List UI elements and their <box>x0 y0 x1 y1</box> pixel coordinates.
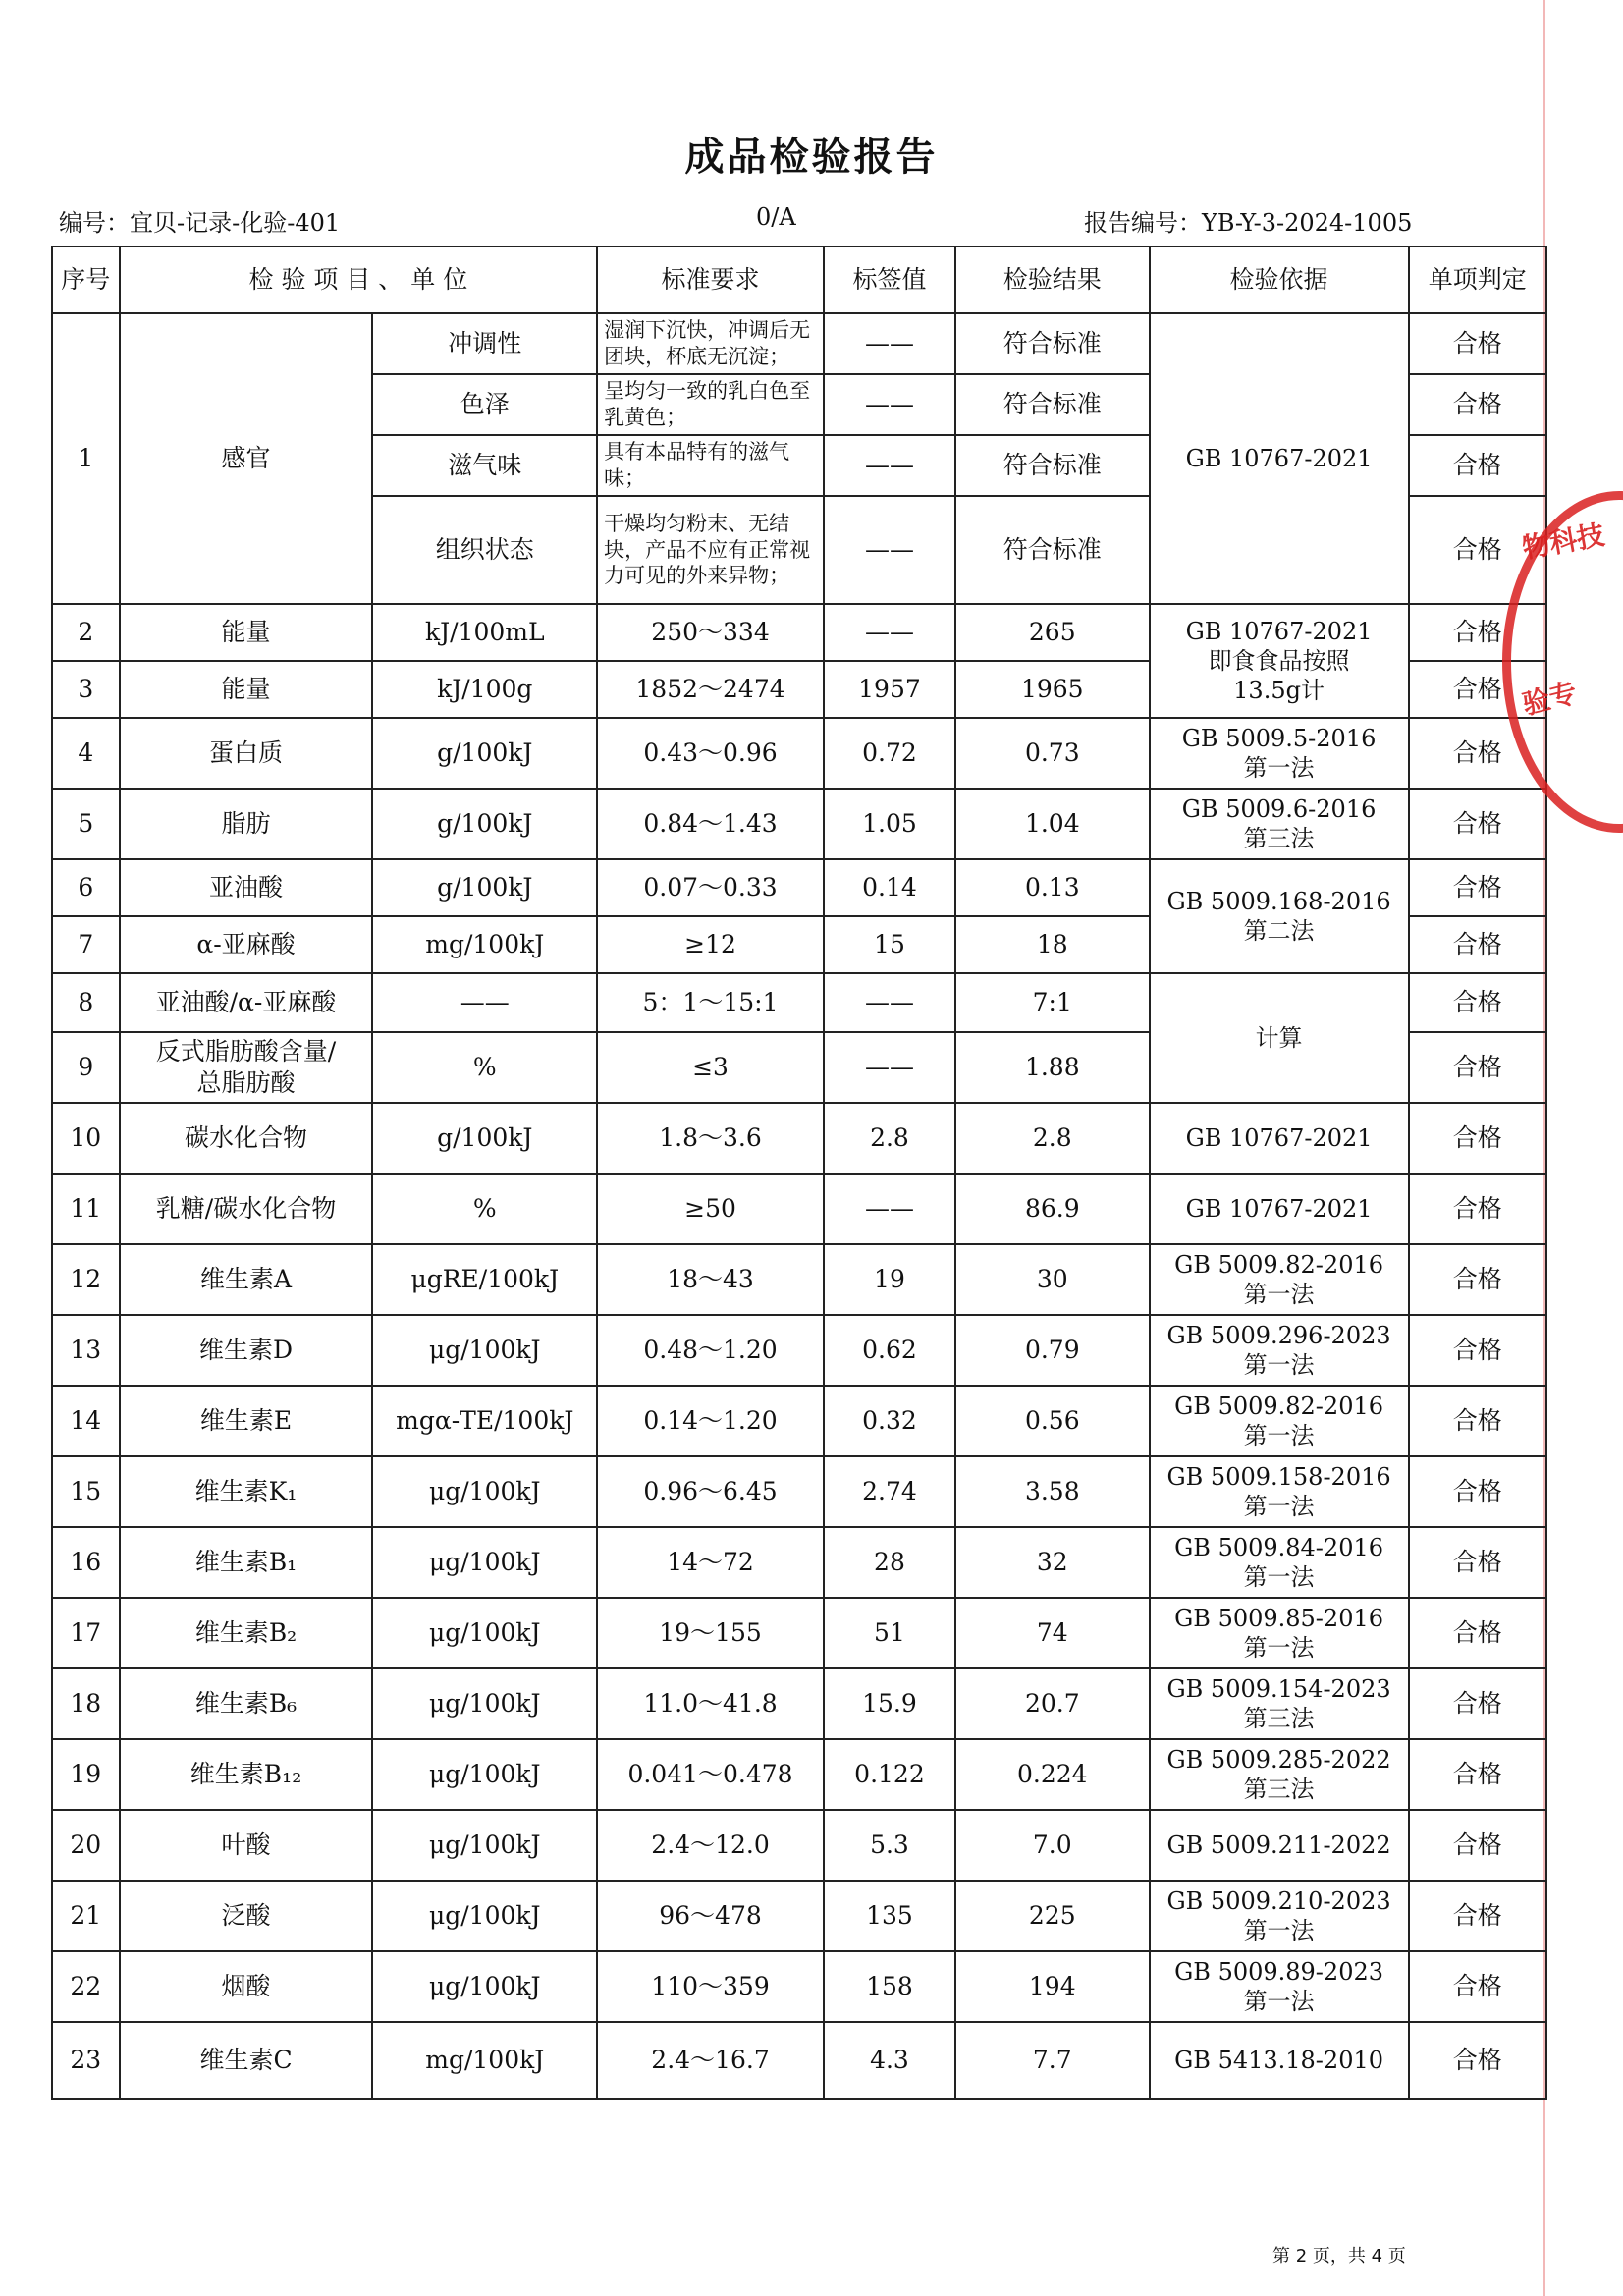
label-value: 15 <box>824 916 955 973</box>
basis: GB 5009.89-2023 第一法 <box>1150 1951 1409 2022</box>
label-value: 0.62 <box>824 1315 955 1386</box>
judgement: 合格 <box>1409 1951 1546 2022</box>
requirement: 110～359 <box>597 1951 824 2022</box>
result: 0.13 <box>955 859 1150 916</box>
unit: —— <box>372 973 597 1032</box>
label-value: 0.122 <box>824 1739 955 1810</box>
item-name: 能量 <box>120 604 373 661</box>
judgement: 合格 <box>1409 718 1546 789</box>
judgement: 合格 <box>1409 435 1546 496</box>
row-number: 8 <box>52 973 120 1032</box>
page-footer: 第 2 页，共 4 页 <box>1272 2246 1406 2267</box>
header-no: 序号 <box>52 246 120 313</box>
requirement: 14～72 <box>597 1527 824 1598</box>
judgement: 合格 <box>1409 1881 1546 1951</box>
judgement: 合格 <box>1409 1032 1546 1103</box>
result: 3.58 <box>955 1456 1150 1527</box>
table-row <box>52 1881 1546 1951</box>
row-number: 3 <box>52 661 120 718</box>
result: 74 <box>955 1598 1150 1668</box>
table-row <box>52 1103 1546 1174</box>
sub-item-name: 色泽 <box>372 374 597 435</box>
row-number: 13 <box>52 1315 120 1386</box>
judgement: 合格 <box>1409 1739 1546 1810</box>
result: 2.8 <box>955 1103 1150 1174</box>
result: 30 <box>955 1244 1150 1315</box>
item-name: 蛋白质 <box>120 718 373 789</box>
record-number: 编号：宜贝-记录-化验-401 <box>59 209 341 237</box>
basis: GB 10767-2021 即食食品按照 13.5g计 <box>1150 604 1409 718</box>
judgement: 合格 <box>1409 789 1546 859</box>
judgement: 合格 <box>1409 859 1546 916</box>
table-row <box>52 1598 1546 1668</box>
judgement: 合格 <box>1409 1456 1546 1527</box>
requirement: 0.07～0.33 <box>597 859 824 916</box>
result: 0.224 <box>955 1739 1150 1810</box>
basis: 计算 <box>1150 973 1409 1103</box>
inspection-table <box>51 246 1547 2100</box>
requirement: ≤3 <box>597 1032 824 1103</box>
requirement: 1852～2474 <box>597 661 824 718</box>
basis: GB 5009.211-2022 <box>1150 1810 1409 1881</box>
unit: % <box>372 1032 597 1103</box>
label-value: —— <box>824 1174 955 1244</box>
header-item-unit: 检 验 项 目 、 单 位 <box>120 246 598 313</box>
label-value: —— <box>824 313 955 374</box>
row-number: 9 <box>52 1032 120 1103</box>
result: 265 <box>955 604 1150 661</box>
requirement: 2.4～16.7 <box>597 2022 824 2099</box>
unit: mg/100kJ <box>372 2022 597 2099</box>
row-number: 6 <box>52 859 120 916</box>
judgement: 合格 <box>1409 1668 1546 1739</box>
basis: GB 5009.168-2016 第二法 <box>1150 859 1409 973</box>
basis: GB 5009.5-2016 第一法 <box>1150 718 1409 789</box>
row-number: 1 <box>52 313 120 604</box>
judgement: 合格 <box>1409 1386 1546 1456</box>
result: 7.7 <box>955 2022 1150 2099</box>
basis: GB 5009.82-2016 第一法 <box>1150 1386 1409 1456</box>
item-name: 乳糖/碳水化合物 <box>120 1174 373 1244</box>
label-value: —— <box>824 496 955 604</box>
judgement: 合格 <box>1409 1598 1546 1668</box>
label-value: 0.32 <box>824 1386 955 1456</box>
result: 0.79 <box>955 1315 1150 1386</box>
table-row <box>52 859 1546 916</box>
unit: g/100kJ <box>372 859 597 916</box>
item-name: α-亚麻酸 <box>120 916 373 973</box>
unit: μg/100kJ <box>372 1668 597 1739</box>
basis: GB 5009.296-2023 第一法 <box>1150 1315 1409 1386</box>
label-value: 158 <box>824 1951 955 2022</box>
table-row <box>52 604 1546 661</box>
header-requirement: 标准要求 <box>597 246 824 313</box>
header-result: 检验结果 <box>955 246 1150 313</box>
basis: GB 5009.6-2016 第三法 <box>1150 789 1409 859</box>
item-name: 维生素D <box>120 1315 373 1386</box>
item-name: 叶酸 <box>120 1810 373 1881</box>
requirement: 0.43～0.96 <box>597 718 824 789</box>
item-name: 维生素E <box>120 1386 373 1456</box>
basis: GB 5009.285-2022 第三法 <box>1150 1739 1409 1810</box>
label-value: 2.74 <box>824 1456 955 1527</box>
table-row <box>52 1244 1546 1315</box>
result: 20.7 <box>955 1668 1150 1739</box>
row-number: 14 <box>52 1386 120 1456</box>
table-row <box>52 1386 1546 1456</box>
unit: mgα-TE/100kJ <box>372 1386 597 1456</box>
basis: GB 5009.84-2016 第一法 <box>1150 1527 1409 1598</box>
row-number: 23 <box>52 2022 120 2099</box>
seal-text-top: 物科技 <box>1520 518 1607 566</box>
sub-item-name: 冲调性 <box>372 313 597 374</box>
basis: GB 5009.154-2023 第三法 <box>1150 1668 1409 1739</box>
requirement: 0.96～6.45 <box>597 1456 824 1527</box>
unit: kJ/100mL <box>372 604 597 661</box>
label-value: 28 <box>824 1527 955 1598</box>
table-row <box>52 789 1546 859</box>
result: 符合标准 <box>955 496 1150 604</box>
requirement: 5：1～15:1 <box>597 973 824 1032</box>
item-name: 烟酸 <box>120 1951 373 2022</box>
row-number: 17 <box>52 1598 120 1668</box>
item-name: 感官 <box>120 313 373 604</box>
row-number: 2 <box>52 604 120 661</box>
unit: μg/100kJ <box>372 1881 597 1951</box>
requirement: 11.0～41.8 <box>597 1668 824 1739</box>
judgement: 合格 <box>1409 1244 1546 1315</box>
requirement: 250～334 <box>597 604 824 661</box>
basis: GB 5009.82-2016 第一法 <box>1150 1244 1409 1315</box>
table-row <box>52 1174 1546 1244</box>
unit: g/100kJ <box>372 789 597 859</box>
item-name: 泛酸 <box>120 1881 373 1951</box>
unit: μgRE/100kJ <box>372 1244 597 1315</box>
row-number: 12 <box>52 1244 120 1315</box>
label-value: —— <box>824 374 955 435</box>
item-name: 反式脂肪酸含量/ 总脂肪酸 <box>120 1032 373 1103</box>
sub-item-name: 滋气味 <box>372 435 597 496</box>
row-number: 16 <box>52 1527 120 1598</box>
result: 0.56 <box>955 1386 1150 1456</box>
header-label-value: 标签值 <box>824 246 955 313</box>
basis: GB 5009.210-2023 第一法 <box>1150 1881 1409 1951</box>
label-value: 1.05 <box>824 789 955 859</box>
requirement: 19～155 <box>597 1598 824 1668</box>
item-name: 维生素A <box>120 1244 373 1315</box>
judgement: 合格 <box>1409 496 1546 604</box>
basis: GB 5413.18-2010 <box>1150 2022 1409 2099</box>
result: 194 <box>955 1951 1150 2022</box>
unit: μg/100kJ <box>372 1810 597 1881</box>
judgement: 合格 <box>1409 1103 1546 1174</box>
unit: μg/100kJ <box>372 1739 597 1810</box>
report-title: 成品检验报告 <box>684 135 939 180</box>
label-value: 4.3 <box>824 2022 955 2099</box>
result: 32 <box>955 1527 1150 1598</box>
judgement: 合格 <box>1409 313 1546 374</box>
item-name: 亚油酸 <box>120 859 373 916</box>
result: 86.9 <box>955 1174 1150 1244</box>
requirement: ≥50 <box>597 1174 824 1244</box>
unit: μg/100kJ <box>372 1951 597 2022</box>
requirement: 0.14～1.20 <box>597 1386 824 1456</box>
table-row <box>52 1739 1546 1810</box>
judgement: 合格 <box>1409 1527 1546 1598</box>
judgement: 合格 <box>1409 1810 1546 1881</box>
table-row <box>52 1810 1546 1881</box>
row-number: 10 <box>52 1103 120 1174</box>
requirement: 18～43 <box>597 1244 824 1315</box>
requirement: 0.84～1.43 <box>597 789 824 859</box>
table-row <box>52 1456 1546 1527</box>
row-number: 4 <box>52 718 120 789</box>
judgement: 合格 <box>1409 1174 1546 1244</box>
judgement: 合格 <box>1409 2022 1546 2099</box>
requirement: 0.041～0.478 <box>597 1739 824 1810</box>
result: 0.73 <box>955 718 1150 789</box>
unit: g/100kJ <box>372 1103 597 1174</box>
label-value: —— <box>824 604 955 661</box>
table-row <box>52 1315 1546 1386</box>
row-number: 15 <box>52 1456 120 1527</box>
report-number: 报告编号：YB-Y-3-2024-1005 <box>1084 209 1413 237</box>
label-value: 51 <box>824 1598 955 1668</box>
unit: μg/100kJ <box>372 1456 597 1527</box>
judgement: 合格 <box>1409 374 1546 435</box>
row-number: 22 <box>52 1951 120 2022</box>
table-row <box>52 2022 1546 2099</box>
result: 1.88 <box>955 1032 1150 1103</box>
requirement: 2.4～12.0 <box>597 1810 824 1881</box>
row-number: 20 <box>52 1810 120 1881</box>
unit: % <box>372 1174 597 1244</box>
label-value: —— <box>824 1032 955 1103</box>
label-value: 0.72 <box>824 718 955 789</box>
unit: kJ/100g <box>372 661 597 718</box>
item-name: 能量 <box>120 661 373 718</box>
result: 18 <box>955 916 1150 973</box>
item-name: 维生素B₆ <box>120 1668 373 1739</box>
label-value: 1957 <box>824 661 955 718</box>
row-number: 7 <box>52 916 120 973</box>
table-row <box>52 1668 1546 1739</box>
requirement: 呈均匀一致的乳白色至乳黄色； <box>597 374 824 435</box>
label-value: —— <box>824 435 955 496</box>
basis: GB 10767-2021 <box>1150 1103 1409 1174</box>
unit: μg/100kJ <box>372 1598 597 1668</box>
result: 1.04 <box>955 789 1150 859</box>
label-value: 135 <box>824 1881 955 1951</box>
requirement: 1.8～3.6 <box>597 1103 824 1174</box>
document-version: 0/A <box>756 203 796 231</box>
unit: g/100kJ <box>372 718 597 789</box>
requirement: 96～478 <box>597 1881 824 1951</box>
table-row <box>52 973 1546 1032</box>
label-value: 15.9 <box>824 1668 955 1739</box>
row-number: 21 <box>52 1881 120 1951</box>
label-value: 19 <box>824 1244 955 1315</box>
requirement: ≥12 <box>597 916 824 973</box>
label-value: 5.3 <box>824 1810 955 1881</box>
basis: GB 10767-2021 <box>1150 313 1409 604</box>
item-name: 维生素B₂ <box>120 1598 373 1668</box>
table-row <box>52 718 1546 789</box>
unit: μg/100kJ <box>372 1527 597 1598</box>
result: 符合标准 <box>955 374 1150 435</box>
result: 符合标准 <box>955 313 1150 374</box>
unit: mg/100kJ <box>372 916 597 973</box>
sub-item-name: 组织状态 <box>372 496 597 604</box>
unit: μg/100kJ <box>372 1315 597 1386</box>
result: 225 <box>955 1881 1150 1951</box>
item-name: 维生素K₁ <box>120 1456 373 1527</box>
basis: GB 10767-2021 <box>1150 1174 1409 1244</box>
result: 7:1 <box>955 973 1150 1032</box>
requirement: 干燥均匀粉末、无结块，产品不应有正常视力可见的外来异物； <box>597 496 824 604</box>
result: 符合标准 <box>955 435 1150 496</box>
requirement: 具有本品特有的滋气味； <box>597 435 824 496</box>
row-number: 18 <box>52 1668 120 1739</box>
label-value: 0.14 <box>824 859 955 916</box>
item-name: 脂肪 <box>120 789 373 859</box>
judgement: 合格 <box>1409 1315 1546 1386</box>
table-header-row <box>52 246 1546 313</box>
row-number: 19 <box>52 1739 120 1810</box>
basis: GB 5009.158-2016 第一法 <box>1150 1456 1409 1527</box>
item-name: 维生素C <box>120 2022 373 2099</box>
item-name: 亚油酸/α-亚麻酸 <box>120 973 373 1032</box>
table-row <box>52 1951 1546 2022</box>
judgement: 合格 <box>1409 604 1546 661</box>
header-basis: 检验依据 <box>1150 246 1409 313</box>
item-name: 碳水化合物 <box>120 1103 373 1174</box>
item-name: 维生素B₁₂ <box>120 1739 373 1810</box>
seal-text-bottom: 验专 <box>1519 676 1581 722</box>
table-body <box>52 313 1546 2099</box>
judgement: 合格 <box>1409 973 1546 1032</box>
header-judgement: 单项判定 <box>1409 246 1546 313</box>
table-row <box>52 313 1546 374</box>
table-row <box>52 1527 1546 1598</box>
row-number: 5 <box>52 789 120 859</box>
label-value: —— <box>824 973 955 1032</box>
result: 7.0 <box>955 1810 1150 1881</box>
requirement: 湿润下沉快，冲调后无团块，杯底无沉淀； <box>597 313 824 374</box>
basis: GB 5009.85-2016 第一法 <box>1150 1598 1409 1668</box>
requirement: 0.48～1.20 <box>597 1315 824 1386</box>
judgement: 合格 <box>1409 661 1546 718</box>
judgement: 合格 <box>1409 916 1546 973</box>
row-number: 11 <box>52 1174 120 1244</box>
label-value: 2.8 <box>824 1103 955 1174</box>
item-name: 维生素B₁ <box>120 1527 373 1598</box>
result: 1965 <box>955 661 1150 718</box>
